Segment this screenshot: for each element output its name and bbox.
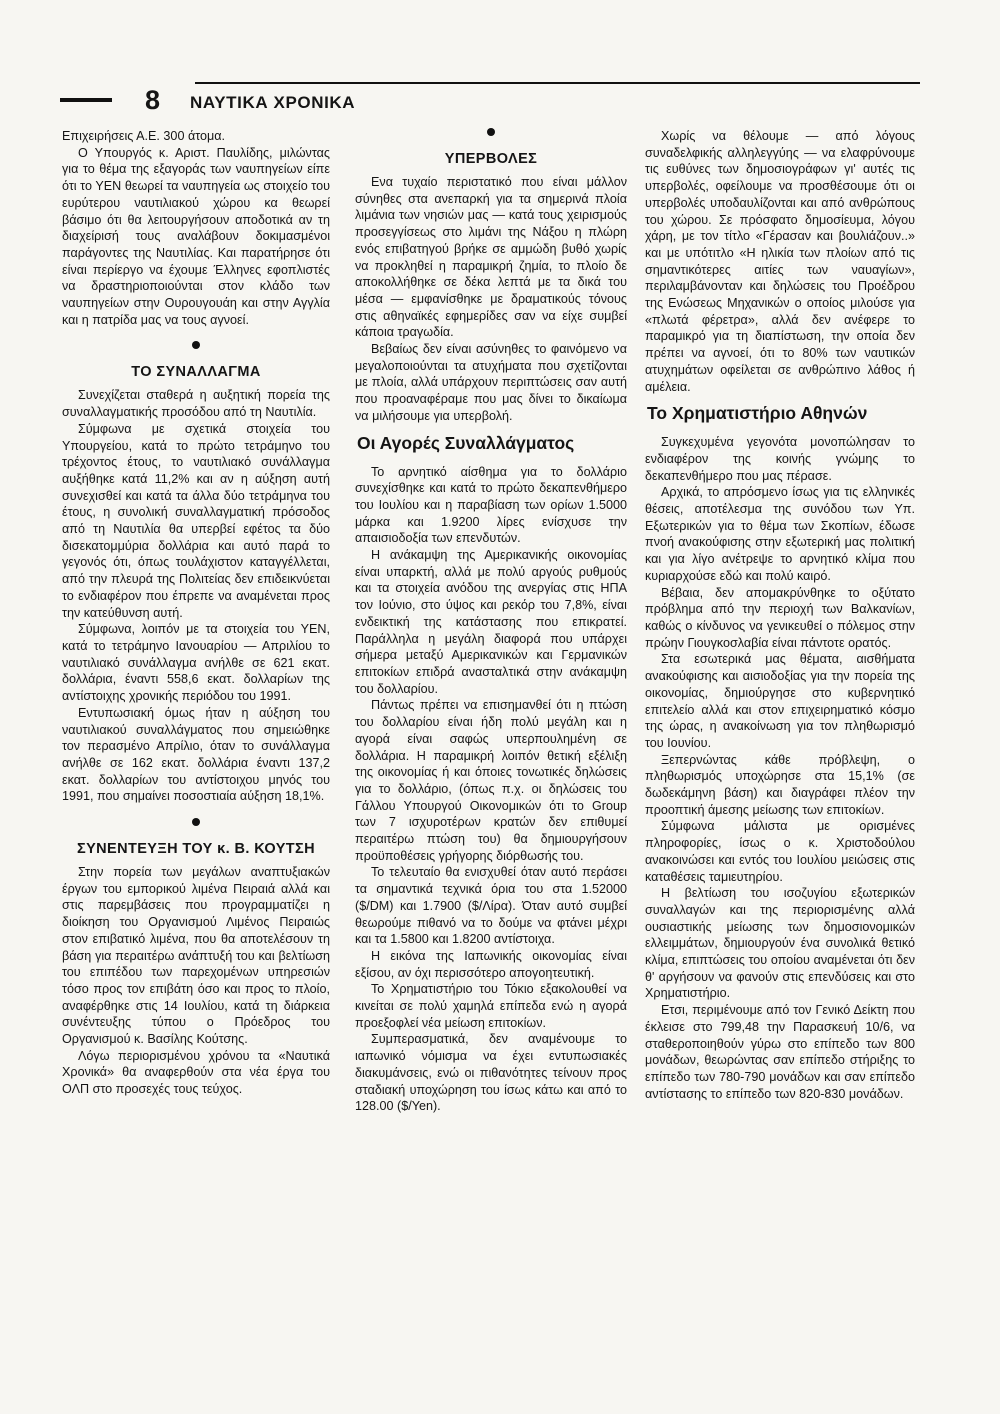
column-2 xyxy=(355,128,627,1115)
paragraph: Το Χρηματιστήριο του Τόκιο εξακολουθεί να κινείται σε πολύ χαμηλά επίπεδα ενώ η αγορά προεξοφλεί νέα μείωση επιτοκίων. xyxy=(355,982,627,1030)
section-heading: ΣΥΝΕΝΤΕΥΞΗ ΤΟΥ κ. Β. ΚΟΥΤΣΗ xyxy=(76,841,316,858)
paragraph: Το τελευταίο θα ενισχυθεί όταν αυτό περάσει τα σημαντικά τεχνικά όρια του στα 1.52000 ($/DM) και 1.7900 ($/Λίρα). Όταν αυτό συμβεί θεωρούμε πιθανό να το δούμε να φτάνει μέχρι και τα 1.5800 και 1.8200 αντίστοιχα. xyxy=(355,865,627,947)
page-header xyxy=(60,78,920,118)
paragraph: Βέβαια, δεν απομακρύνθηκε το οξύτατο πρόβλημα από την περιοχή των Βαλκανίων, καθώς ο κίνδυνος να γενικευθεί ο πόλεμος στην πρώην Γιουγκοσλαβία είναι πάντοτε ορατός. xyxy=(645,585,915,650)
masthead-title: ΝΑΥΤΙΚΑ ΧΡΟΝΙΚΑ xyxy=(190,93,356,112)
header-rule xyxy=(195,82,920,84)
column-1 xyxy=(62,128,330,1098)
paragraph: Ετσι, περιμένουμε από τον Γενικό Δείκτη που έκλεισε στο 799,48 την Παρασκευή 10/6, να σταθεροποιηθούν γύρω στο επίπεδο των 800 μονάδων, θεωρώντας σαν επίπεδο στήριξης το επίπεδο των 780-790 μονάδων και σαν επίπεδο αντίστασης το επίπεδο των 820-830 μονάδων. xyxy=(645,1003,915,1101)
section-heading: ΤΟ ΣΥΝΑΛΛΑΓΜΑ xyxy=(131,364,261,381)
bullet-separator xyxy=(192,341,200,349)
paragraph: Αρχικά, το απρόσμενο ίσως για τις ελληνικές θέσεις, αποτέλεσμα της συνόδου των Υπ. Εξωτερικών για το θέμα των Σκοπίων, έδωσε πνοή ανακούφισης στην εξωτερική μας πολιτική και για λίγο ανέτρεψε το αρνητικό κλίμα που κυριαρχούσε εδώ και πολύ καιρό. xyxy=(645,485,915,583)
paragraph: Στα εσωτερικά μας θέματα, αισθήματα ανακούφισης και αισιοδοξίας για την πορεία της οικονομίας, δημιούργησε στο κυβερνητικό επιτελείο αλλά και στον επιχειρηματικό κόσμο της ώρας, η ανακοίνωση για τον πληθωρισμό του Ιουνίου. xyxy=(645,652,915,750)
paragraph: Σύμφωνα μάλιστα με ορισμένες πληροφορίες, ίσως ο κ. Χριστοδούλου ανακοινώσει και εντός του Ιουλίου μειώσεις στις καταθέσεις ταμιευτηρίου. xyxy=(645,819,915,884)
section-heading: Το Χρηματιστήριο Αθηνών xyxy=(647,403,868,424)
paragraph: Επιχειρήσεις Α.Ε. 300 άτομα. xyxy=(62,129,226,143)
paragraph: Βεβαίως δεν είναι ασύνηθες το φαινόμενο να μεγαλοποιούνται τα ατυχήματα που σχετίζονται με πλοία, αλλά υπάρχουν περιπτώσεις σαν αυτή που προαναφέραμε που μας δίνει το δικαίωμα να μιλήσουμε για υπερβολή. xyxy=(355,342,627,423)
paragraph: Ξεπερνώντας κάθε πρόβλεψη, ο πληθωρισμός υποχώρησε στα 15,1% (σε δωδεκάμηνη βάση) και διαγράφει πλέον την προοπτική άμεσης μείωσης των επιτοκίων. xyxy=(645,752,915,817)
paragraph: Ο Υπουργός κ. Αριστ. Παυλίδης, μιλώντας για το θέμα της εξαγοράς των ναυπηγείων είπε ότι το ΥΕΝ θεωρεί τα ναυπηγεία ως στοιχείο του ευρύτερου ναυτιλιακού χώρου κα θεωρεί βάσιμο ότι θα λειτουργήσουν αποδοτικά αν τη διαχείρισή τους αναλάβουν δοκιμασμένοι παράγοντες της Ναυτιλίας. Και παρατήρησε ότι είναι περίεργο να έχουμε Έλληνες εφοπλιστές να δραστηριοποιούνται στον κλάδο των ναυπηγείων στην Ουρουγουάη και στην Αγγλία και η πατρίδα μας να τους αγνοεί. xyxy=(62,145,330,327)
paragraph: Σύμφωνα με σχετικά στοιχεία του Υπουργείου, κατά το πρώτο τετράμηνο του τρέχοντος έτους, το ναυτιλιακό συνάλλαγμα αυξήθηκε κατά 11,2% και αν η αύξηση αυτή συνεχισθεί και κατά τα άλλα δύο τετράμηνα του έτους, η συνολική συναλλαγματική πρόσοδος από τη Ναυτιλία θα υπερβεί εφέτος τα δύο δισεκατομμύρια δολλάρια και αυτό παρά το γεγονός ότι, όπως τουλάχιστον καταγγέλλεται, από την πλευρά της Πολιτείας δεν επιδεικνύεται το ενδιαφέρον που έπρεπε να αναμένεται προς την κατεύθυνση αυτή. xyxy=(62,421,330,620)
page-number: 8 xyxy=(145,85,161,115)
paragraph: Στην πορεία των μεγάλων αναπτυξιακών έργων του εμπορικού λιμένα Πειραιά αλλά και στις παρεμβάσεις που προγραμματίζει η διοίκηση του Οργανισμού Λιμένος Πειραιώς στον επιβατικό λιμένα, που θα αποτελέσουν τη βάση για περαιτέρω ανάπτυξή του και βελτίωση του επιπέδου των παρεχομένων υπηρεσιών τόσο προς τον επιβάτη όσο και προς το πλοίο, αναφέρθηκε στις 14 Ιουλίου, κατά τη διάρκεια συνέντευξης τύπου ο Πρόεδρος του Οργανισμού κ. Βασίλης Κούτσης. xyxy=(62,865,330,1047)
paragraph: Σύμφωνα, λοιπόν με τα στοιχεία του ΥΕΝ, κατά το τετράμηνο Ιανουαρίου — Απριλίου το ναυτιλιακό συνάλλαγμα ανήλθε σε 621 εκατ. δολλάρια, έναντι 558,6 εκατ. δολλαρίων της αντίστοιχης χρονικής περιόδου του 1991. xyxy=(62,622,330,704)
paragraph: Το αρνητικό αίσθημα για το δολλάριο συνεχίσθηκε και κατά το πρώτο δεκαπενθήμερο του Ιουλίου και η παραβίαση των ορίων 1.5000 μάρκα και 1.9200 λίρες ενίσχυσε την απαισιοδοξία των επενδυτών. xyxy=(355,464,627,546)
bullet-separator xyxy=(487,128,495,136)
section-heading: Οι Αγορές Συναλλάγματος xyxy=(357,432,575,453)
paragraph: Ενα τυχαίο περιστατικό που είναι μάλλον σύνηθες στα ανεπαρκή για τα σημερινά πλοία λιμάνια των νησιών μας — κατά τους χειρισμούς προσεγγίσεως στο λιμάνι της Νάξου η πλώρη ενός επιβατηγού βρήκε σε αμμώδη βυθό χωρίς να προκληθεί η παραμικρή ζημία, το πλοίο δε αποκολλήθηκε σε δέκα λεπτά με τα δικά του μέσα — εμφανίσθηκε με δραματικούς τόνους στις αθηναϊκές εφημερίδες σαν να είχε συμβεί κάποια τραγωδία. xyxy=(355,175,627,340)
paragraph: Συγκεχυμένα γεγονότα μονοπώλησαν το ενδιαφέρον της κοινής γνώμης το δεκαπενθήμερο που μας πέρασε. xyxy=(645,435,915,483)
paragraph: Συνεχίζεται σταθερά η αυξητική πορεία της συναλλαγματικής προσόδου από τη Ναυτιλία. xyxy=(62,388,330,420)
header-left-rule xyxy=(60,98,112,102)
bullet-separator xyxy=(192,818,200,826)
column-3 xyxy=(645,128,915,1102)
paragraph: Συμπερασματικά, δεν αναμένουμε το ιαπωνικό νόμισμα να έχει εντυπωσιακές διακυμάνσεις, ενώ οι πιθανότητες τείνουν προς σταδιακή υποχώρηση του ίσως κάτω και από το 128.00 ($/Yen). xyxy=(355,1032,627,1114)
paragraph: Εντυπωσιακή όμως ήταν η αύξηση του ναυτιλιακού συναλλάγματος που σημειώθηκε τον περασμένο Απρίλιο, όταν το συνάλλαγμα ανήλθε σε 162 εκατ. δολλάρια έναντι 137,2 εκατ. δολλαρίων του αντίστοιχου μηνός του 1991, που σημαίνει ποσοστιαία αύξηση 18,1%. xyxy=(62,705,330,804)
paragraph: Χωρίς να θέλουμε — από λόγους συναδελφικής αλληλεγγύης — να ελαφρύνουμε τις ευθύνες των δημοσιογράφων γι' αυτές τις υπερβολές, οφείλουμε να προσθέσουμε ότι οι υπερβολές υποδαυλίζονται και από ανθρώπους του χώρου. Σε πρόσφατο δημοσίευμα, λόγου χάρη, με τον τίτλο «Γέρασαν και βουλιάζουν..» και με υπότιτλο «Η ηλικία των πλοίων από τις σημαντικότερες αιτίες των ναυαγίων», περιλαμβάνονταν και δηλώσεις του Προέδρου της Ενώσεως Μηχανικών ο οποίος μιλούσε για «πλωτά φέρετρα», αλλά δεν ανέφερε το παραμικρό για τη διαπίστωση, την οποία δεν πρέπει να αγνοεί, ότι το 80% των ναυτικών ατυχημάτων οφείλεται σε ανθρώπινο λάθος ή αμέλεια. xyxy=(645,129,915,394)
paragraph: Η βελτίωση του ισοζυγίου εξωτερικών συναλλαγών και της περιορισμένης αλλά ουσιαστικής μείωσης των δημοσιονομικών ελλειμμάτων, δημιουργούν ένα συνολικά θετικό κλίμα, επιπτώσεις του οποίου αναμένεται ότι δεν θ' αργήσουν να φανούν στις επενδύσεις και στο Χρηματιστήριο. xyxy=(645,886,915,1001)
paragraph: Η εικόνα της Ιαπωνικής οικονομίας είναι εξίσου, αν όχι περισσότερο απογοητευτική. xyxy=(355,948,627,980)
paragraph: Πάντως πρέπει να επισημανθεί ότι η πτώση του δολλαρίου είναι ήδη πολύ μεγάλη και η αγορά είναι σαφώς υπερπουλημένη σε δολλάρια. Η παραμικρή λοιπόν θετική εξέλιξη της οικονομίας ή και όποιες τονωτικές δηλώσεις για το δολλάριο, (όπως π.χ. οι δηλώσεις του Γάλλου Υπουργού Οικονομικών ότι το Group των 7 ισχυροτέρων κρατών δεν επιθυμεί περαιτέρω πτώση του) θα δημιουργήσουν προϋποθέσεις γρήγορης διόρθωσής του. xyxy=(355,698,627,863)
section-heading: ΥΠΕΡΒΟΛΕΣ xyxy=(444,151,538,167)
paragraph: Η ανάκαμψη της Αμερικανικής οικονομίας είναι υπαρκτή, αλλά με πολύ αργούς ρυθμούς και τα στοιχεία ανόδου της ανεργίας στις ΗΠΑ τον Ιούνιο, στο ύψος και ρεκόρ του 7,8%, είναι ενδεικτική της κατάστασης που επικρατεί. Παράλληλα η μεγάλη διαφορά που υπάρχει σήμερα μεταξύ Αμερικανικών και Γερμανικών επιτοκίων επιδρά ανασταλτικά στην ανάκαμψη του δολλαρίου. xyxy=(355,548,627,696)
paragraph: Λόγω περιορισμένου χρόνου τα «Ναυτικά Χρονικά» θα αναφερθούν στα νέα έργα του ΟΛΠ στο προσεχές τους τεύχος. xyxy=(62,1048,330,1097)
